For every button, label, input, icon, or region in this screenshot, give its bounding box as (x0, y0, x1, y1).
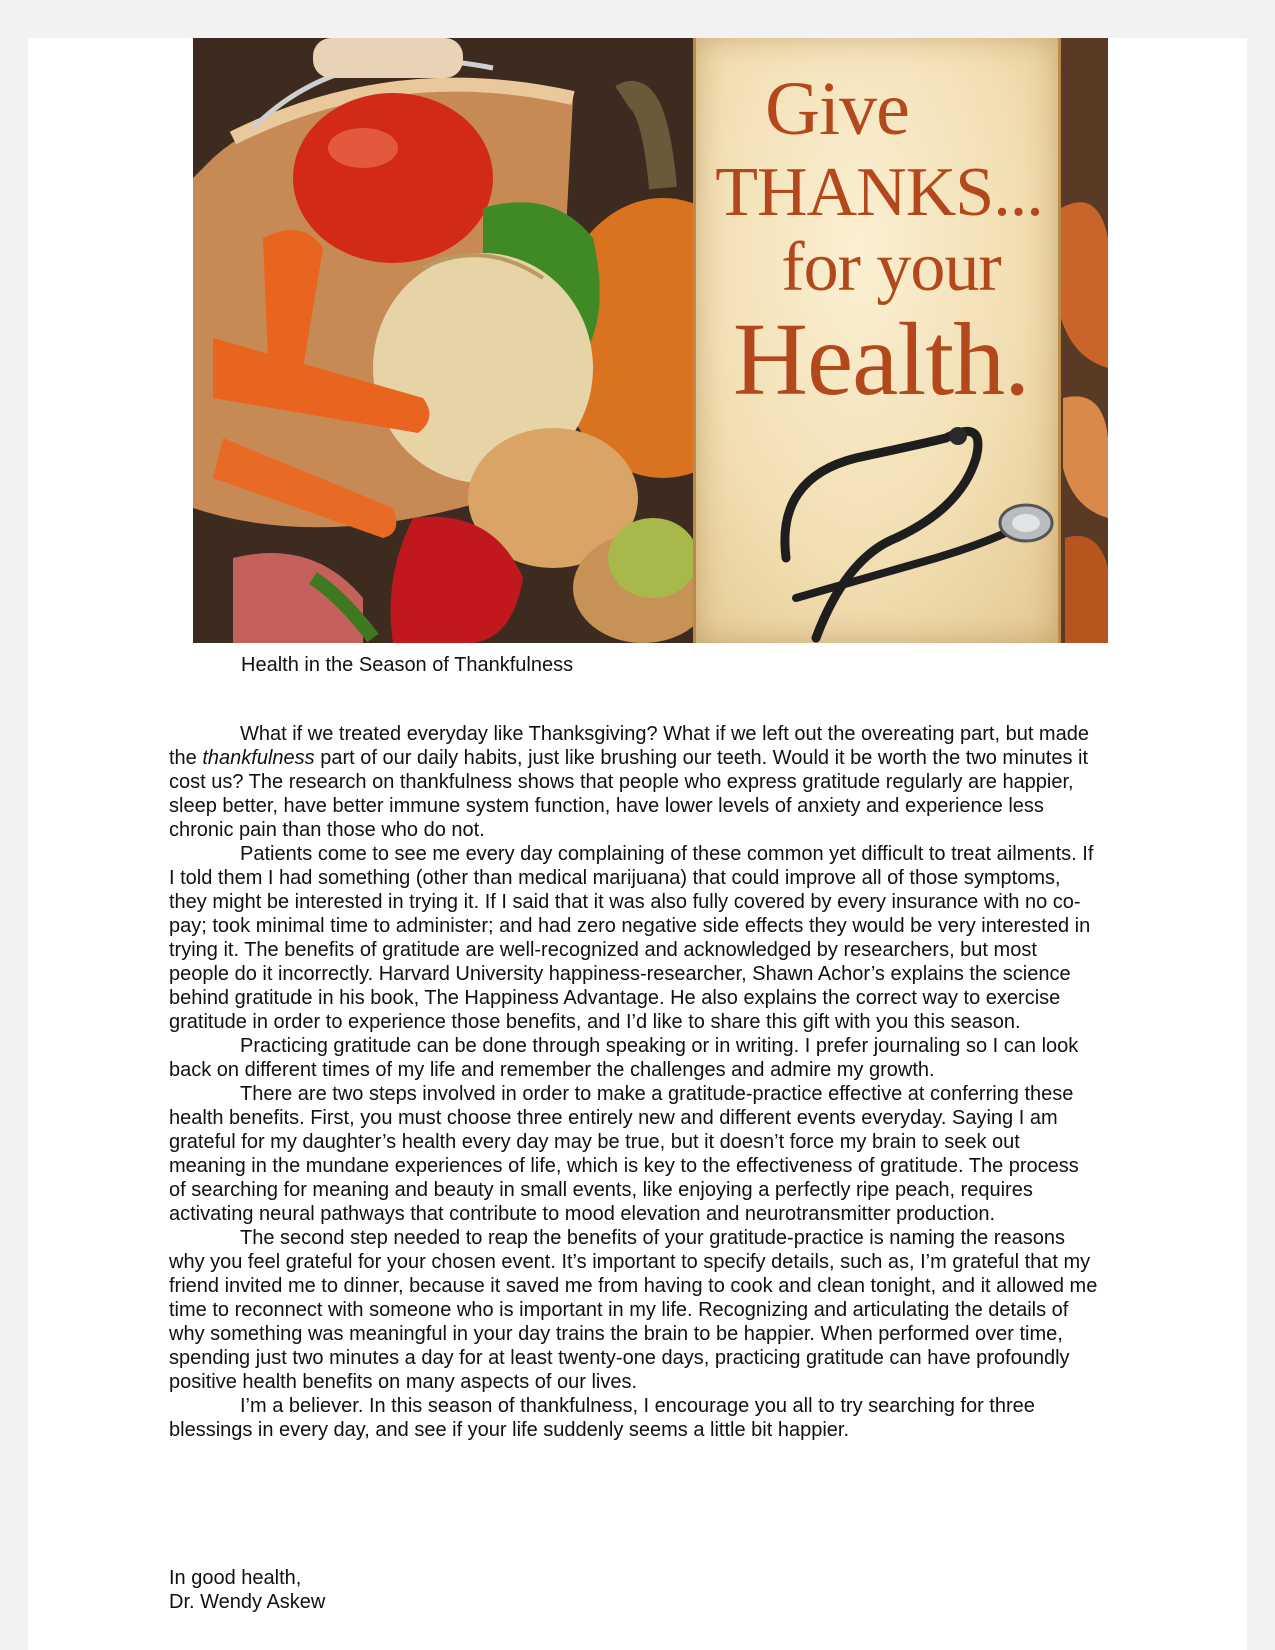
hero-title-give: Give (765, 67, 909, 151)
hero-title-for-your: for your (781, 229, 1001, 306)
signoff-closing: In good health, (169, 1567, 302, 1589)
hero-title-thanks: THANKS... (715, 154, 1043, 231)
paragraph-1 (169, 722, 1101, 842)
image-caption: Health in the Season of Thankfulness (241, 654, 574, 676)
hero-title-health: Health. (732, 302, 1030, 417)
paragraph-2: Patients come to see me every day complaining of these common yet difficult to treat ailments. If I told them I had something (other than medical marijuana) that could improve all of those symptoms, they might be interested in trying it. If I said that it was also fully covered by every insurance with no co-pay; took minimal time to administer; and had zero negative side effects they would be very interested in trying it. The benefits of gratitude are well-recognized and acknowledged by researchers, but most people do it incorrectly. Harvard University happiness-researcher, Shawn Achor’s explains the science behind gratitude in his book, The Happiness Advantage. He also explains the correct way to exercise gratitude in order to experience those benefits, and I’d like to share this gift with you this season. (169, 843, 1094, 1033)
stethoscope-icon (696, 38, 1058, 643)
signoff-name: Dr. Wendy Askew (169, 1591, 326, 1613)
paragraph-3: Practicing gratitude can be done through speaking or in writing. I prefer journaling so I can look back on different times of my life and remember the challenges and admire my growth. (169, 1035, 1079, 1081)
hero-image (193, 38, 1108, 643)
paragraph-1-text-end: part of our daily habits, just like brushing our teeth. Would it be worth the two minutes it cost us? The research on thankfulness shows that people who express gratitude regularly are happier, sleep better, have better immune system function, have lower levels of anxiety and experience less chronic pain than those who do not. (169, 747, 1089, 841)
paragraph-6: I’m a believer. In this season of thankfulness, I encourage you all to try searching for three blessings in every day, and see if your life suddenly seems a little bit happier. (169, 1395, 1035, 1441)
signoff (169, 1566, 325, 1614)
parchment-panel (693, 38, 1061, 643)
paragraph-1-text-start: What if we treated everyday like Thanksgiving? What if we left out the overeating part, but made the (169, 723, 1089, 769)
paragraph-1-emphasis: thankfulness (202, 747, 315, 769)
article-body (169, 722, 1101, 1442)
paragraph-5: The second step needed to reap the benefits of your gratitude-practice is naming the reasons why you feel grateful for your chosen event. It’s important to specify details, such as, I’m grateful that my friend invited me to dinner, because it saved me from having to cook and clean tonight, and it allowed me time to reconnect with someone who is important in my life. Recognizing and articulating the details of why something was meaningful in your day trains the brain to be happier. When performed over time, spending just two minutes a day for at least twenty-one days, practicing gratitude can have profoundly positive health benefits on many aspects of our lives. (169, 1227, 1098, 1393)
paragraph-4: There are two steps involved in order to make a gratitude-practice effective at conferring these health benefits. First, you must choose three entirely new and different events everyday. Saying I am grateful for my daughter’s health every day may be true, but it doesn’t force my brain to seek out meaning in the mundane experiences of life, which is key to the effectiveness of gratitude. The process of searching for meaning and beauty in small events, like enjoying a perfectly ripe peach, requires activating neural pathways that contribute to mood elevation and neurotransmitter production. (169, 1083, 1079, 1225)
